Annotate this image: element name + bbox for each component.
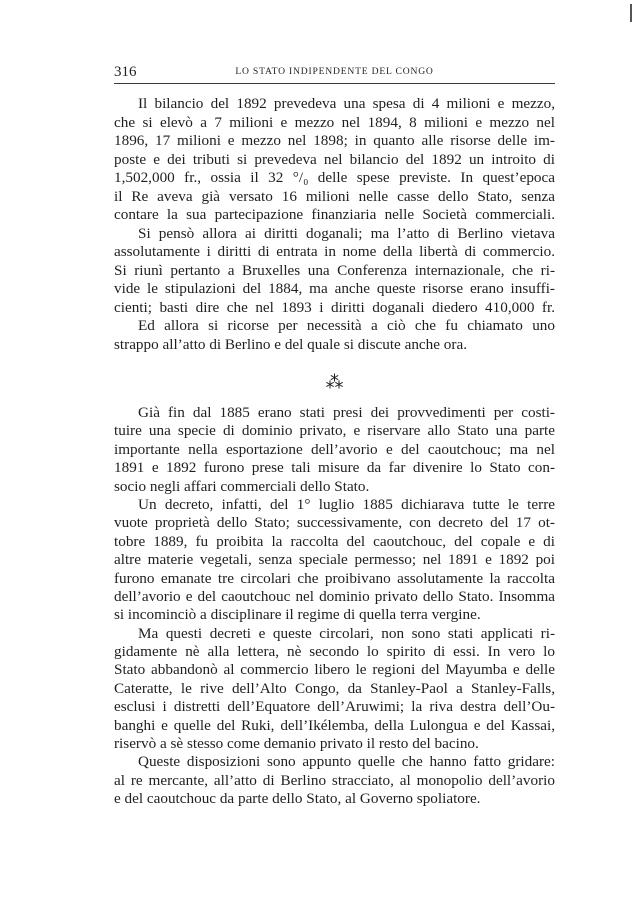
text-line: tobre 1889, fu proibita la raccolta del caoutchouc, del copale e di [114, 532, 555, 550]
text-line: il Re aveva già versato 16 milioni nelle casse dello Stato, senza [114, 187, 555, 205]
text-line: Ma questi decreti e queste circolari, non sono stati applicati ri- [138, 624, 555, 642]
paragraph [114, 625, 555, 754]
paragraph [114, 404, 555, 496]
paragraph [114, 496, 555, 625]
text-line: Stato abbandonò al commercio libero le regioni del Mayumba e delle [114, 661, 555, 679]
paragraph [114, 317, 555, 354]
text-line: altre materie vegetali, senza speciale permesso; nel 1891 e 1892 poi [114, 551, 555, 569]
text-line: Il bilancio del 1892 prevedeva una spesa di 4 milioni e mezzo, [138, 95, 555, 112]
text-line: vide le stipulazioni del 1884, ma anche queste risorse erano insuffi- [114, 280, 555, 297]
text-line: riservò a sè stesso come demanio privato il resto del bacino. [114, 735, 479, 753]
text-line: dell’avorio e del caoutchouc nel dominio privato dello Stato. Insomma [114, 587, 555, 605]
text-line: Già fin dal 1885 erano stati presi dei provvedimenti per costi- [138, 404, 555, 421]
section-break-asterism: ⁂ [325, 372, 344, 393]
text-line: banghi e quelle del Ruki, dell’Ikélemba, della Lulongua e del Kassai, [114, 716, 555, 734]
text-line: esclusi i distretti dell’Equatore dell’Aruwimi; la riva destra dell’Ou- [114, 698, 555, 716]
text-line: e del caoutchouc da parte dello Stato, al Governo spoliatore. [114, 790, 481, 808]
header-rule [114, 83, 555, 84]
text-line: contare la sua partecipazione finanziaria nelle Società commerciali. [114, 206, 555, 223]
text-line: tuire una specie di dominio privato, e riservare allo Stato una parte [114, 422, 555, 440]
text-line: gidamente nè alla lettera, nè secondo lo spirito di essi. In vero lo [114, 643, 555, 661]
text-line: strappo all’atto di Berlino e del quale si discute anche ora. [114, 335, 467, 353]
page-number: 316 [114, 64, 137, 80]
text-line: 1891 e 1892 furono prese tali misure da far divenire lo Stato con- [114, 459, 555, 477]
running-title: LO STATO INDIPENDENTE DEL CONGO [235, 66, 434, 77]
text-line: vuote proprietà dello Stato; successivamente, con decreto del 17 ot- [114, 514, 555, 532]
text-line: importante nella esportazione dell’avorio e del caoutchouc; ma nel [114, 440, 555, 458]
text-line: Si pensò allora ai diritti doganali; ma l’atto di Berlino vietava [138, 224, 555, 242]
text-line: Ed allora si ricorse per necessità a ciò che fu chiamato uno [138, 317, 555, 334]
paragraph [114, 753, 555, 808]
text-line: Si riunì pertanto a Bruxelles una Conferenza internazionale, che ri- [114, 261, 555, 279]
text-line: 1,502,000 fr., ossia il 32 °/₀ delle spese previste. In quest’epoca [114, 169, 555, 186]
paragraph [114, 95, 555, 225]
text-line: che si elevò a 7 milioni e mezzo nel 1894, 8 milioni e mezzo nel [114, 113, 555, 131]
text-line: 1896, 17 milioni e mezzo nel 1898; in quanto alle risorse delle im- [114, 132, 555, 149]
text-line: si incominciò a disciplinare il regime di quella terra vergine. [114, 606, 481, 624]
scan-edge-mark [630, 4, 632, 22]
text-line: Un decreto, infatti, del 1° luglio 1885 dichiarava tutte le terre [138, 495, 555, 513]
text-line: furono emanate tre circolari che proibivano assolutamente la raccolta [114, 569, 555, 587]
text-section-lower [114, 404, 555, 809]
text-line: Cateratte, le rive dell’Alto Congo, da Stanley-Paol a Stanley-Falls, [114, 679, 555, 697]
text-line: al re mercante, all’atto di Berlino stracciato, al monopolio dell’avorio [114, 771, 555, 789]
text-line: cienti; basti dire che nel 1893 i diritti doganali diedero 410,000 fr. [114, 298, 555, 316]
paragraph [114, 225, 555, 318]
running-head [114, 63, 555, 81]
text-line: poste e dei tributi si prevedeva nel bilancio del 1892 un introito di [114, 150, 555, 168]
text-line: assolutamente i diritti di entrata in nome della libertà di commercio. [114, 243, 555, 260]
text-section-upper [114, 95, 555, 354]
text-line: Queste disposizioni sono appunto quelle che hanno fatto gridare: [138, 753, 555, 771]
text-line: socio negli affari commerciali dello Stato. [114, 477, 370, 495]
